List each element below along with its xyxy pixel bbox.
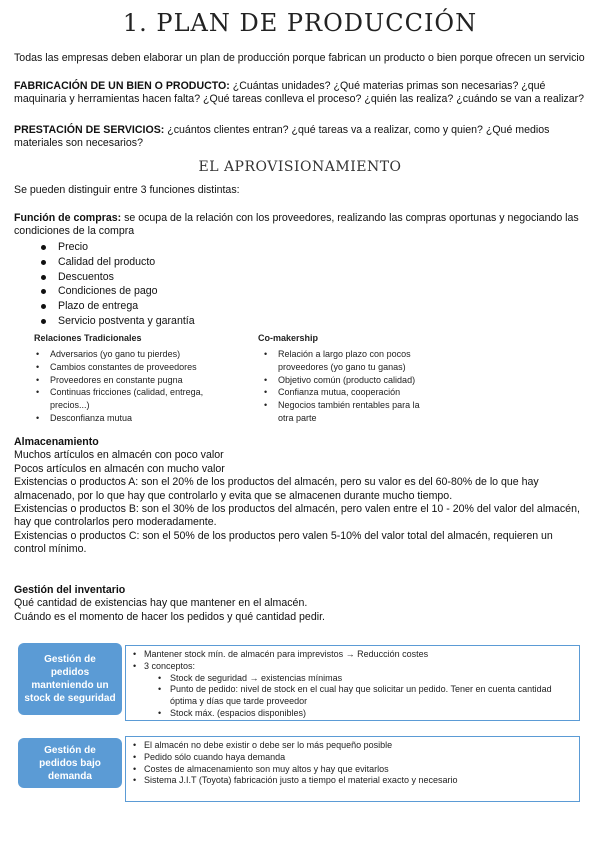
list-item: • Proveedores en constante pugna — [32, 374, 232, 387]
fabricacion-paragraph — [14, 80, 586, 107]
almacenamiento-line2: Pocos artículos en almacén con mucho valor — [14, 462, 225, 475]
gestion-line1: Qué cantidad de existencias hay que mantener en el almacén. — [14, 597, 308, 610]
list-item: • Cambios constantes de proveedores — [32, 361, 232, 374]
list-item: • Costes de almacenamiento son muy altos y hay que evitarlos — [130, 764, 573, 776]
stock-seguridad-label: Gestión de pedidos manteniendo un stock de seguridad — [18, 643, 122, 715]
list-item: • Desconfianza mutua — [32, 412, 232, 425]
relaciones-title: Relaciones Tradicionales — [34, 333, 142, 343]
almacenamiento-heading: Almacenamiento — [14, 436, 99, 448]
prestacion-label: PRESTACIÓN DE SERVICIOS: — [14, 124, 165, 136]
fabricacion-label: FABRICACIÓN DE UN BIEN O PRODUCTO: — [14, 80, 230, 92]
list-item: Condiciones de pago — [14, 284, 414, 299]
prestacion-paragraph — [14, 124, 586, 151]
list-item: • Punto de pedido: nivel de stock en el cual hay que solicitar un pedido. Tener en cuenta cantidad óptima y días que tarde proveedor — [130, 684, 573, 708]
list-item: • Negocios también rentables para la otra parte — [260, 399, 435, 425]
gestion-heading: Gestión del inventario — [14, 584, 126, 596]
list-item: • El almacén no debe existir o debe ser lo más pequeño posible — [130, 740, 573, 752]
fabricacion-text: ¿Cuántas unidades? ¿Qué materias primas son necesarias? ¿qué maquinaria y herramientas hacen falta? ¿Qué tareas conlleva el proceso? ¿quién las realiza? ¿cuándo se van a realizar? — [14, 80, 585, 106]
list-item: • Objetivo común (producto calidad) — [260, 374, 435, 387]
comakership-title: Co-makership — [258, 333, 319, 343]
compras-label: Función de compras: — [14, 212, 122, 224]
list-item: • Adversarios (yo gano tu pierdes) — [32, 348, 232, 361]
list-item: Precio — [14, 240, 414, 255]
intro-paragraph: Todas las empresas deben elaborar un plan de producción porque fabrican un producto o bien porque ofrecen un servicio — [14, 52, 585, 64]
list-item: Servicio postventa y garantía — [14, 314, 414, 329]
list-item: • 3 conceptos: — [130, 661, 573, 673]
almacenamiento-line1: Muchos artículos en almacén con poco valor — [14, 449, 224, 462]
conditions-list — [14, 240, 414, 329]
existencias-a: Existencias o productos A: son el 20% de los productos del almacén, pero su valor es del 60-80% de lo que hay almacenado, por lo que hay que controlarlo y evita que se almacenen durante mucho tiempo. — [14, 476, 539, 502]
stock-seguridad-box — [125, 645, 580, 721]
almacenamiento-section — [14, 436, 586, 557]
gestion-section — [14, 584, 586, 624]
aprovisionamiento-intro: Se pueden distinguir entre 3 funciones distintas: — [14, 184, 240, 196]
bajo-demanda-box — [125, 736, 580, 802]
relaciones-list — [32, 348, 232, 425]
page-title: 1. PLAN DE PRODUCCIÓN — [122, 9, 478, 37]
gestion-line2: Cuándo es el momento de hacer los pedidos y qué cantidad pedir. — [14, 610, 325, 623]
list-item: Plazo de entrega — [14, 299, 414, 314]
bajo-demanda-label: Gestión de pedidos bajo demanda — [18, 738, 122, 788]
list-item: • Sistema J.I.T (Toyota) fabricación justo a tiempo el material exacto y necesario — [130, 775, 573, 787]
list-item: • Relación a largo plazo con pocos proveedores (yo gano tu ganas) — [260, 348, 435, 374]
list-item: Calidad del producto — [14, 255, 414, 270]
compras-text: se ocupa de la relación con los proveedores, realizando las compras oportunas y negociando las condiciones de la compra — [14, 212, 579, 238]
list-item: • Mantener stock mín. de almacén para imprevistos → Reducción costes — [130, 649, 573, 661]
list-item: • Pedido sólo cuando haya demanda — [130, 752, 573, 764]
compras-paragraph — [14, 212, 586, 239]
list-item: • Confianza mutua, cooperación — [260, 386, 435, 399]
list-item: • Stock máx. (espacios disponibles) — [130, 708, 573, 720]
existencias-b: Existencias o productos B: son el 30% de los productos del almacén, pero valen entre el 10 - 20% del valor del almacén, hay que controlarlos pero moderadamente. — [14, 503, 580, 529]
existencias-c: Existencias o productos C: son el 50% de los productos pero valen 5-10% del valor total del almacén, requieren un control mínimo. — [14, 529, 553, 556]
aprovisionamiento-heading: EL APROVISIONAMIENTO — [198, 159, 402, 175]
list-item: • Continuas fricciones (calidad, entrega, precios...) — [32, 386, 232, 412]
list-item: • Stock de seguridad → existencias mínimas — [130, 673, 573, 685]
comakership-list — [260, 348, 435, 425]
list-item: Descuentos — [14, 270, 414, 285]
prestacion-text: ¿cuántos clientes entran? ¿qué tareas va a realizar, como y quien? ¿Qué medios materiales son necesarios? — [14, 124, 550, 150]
